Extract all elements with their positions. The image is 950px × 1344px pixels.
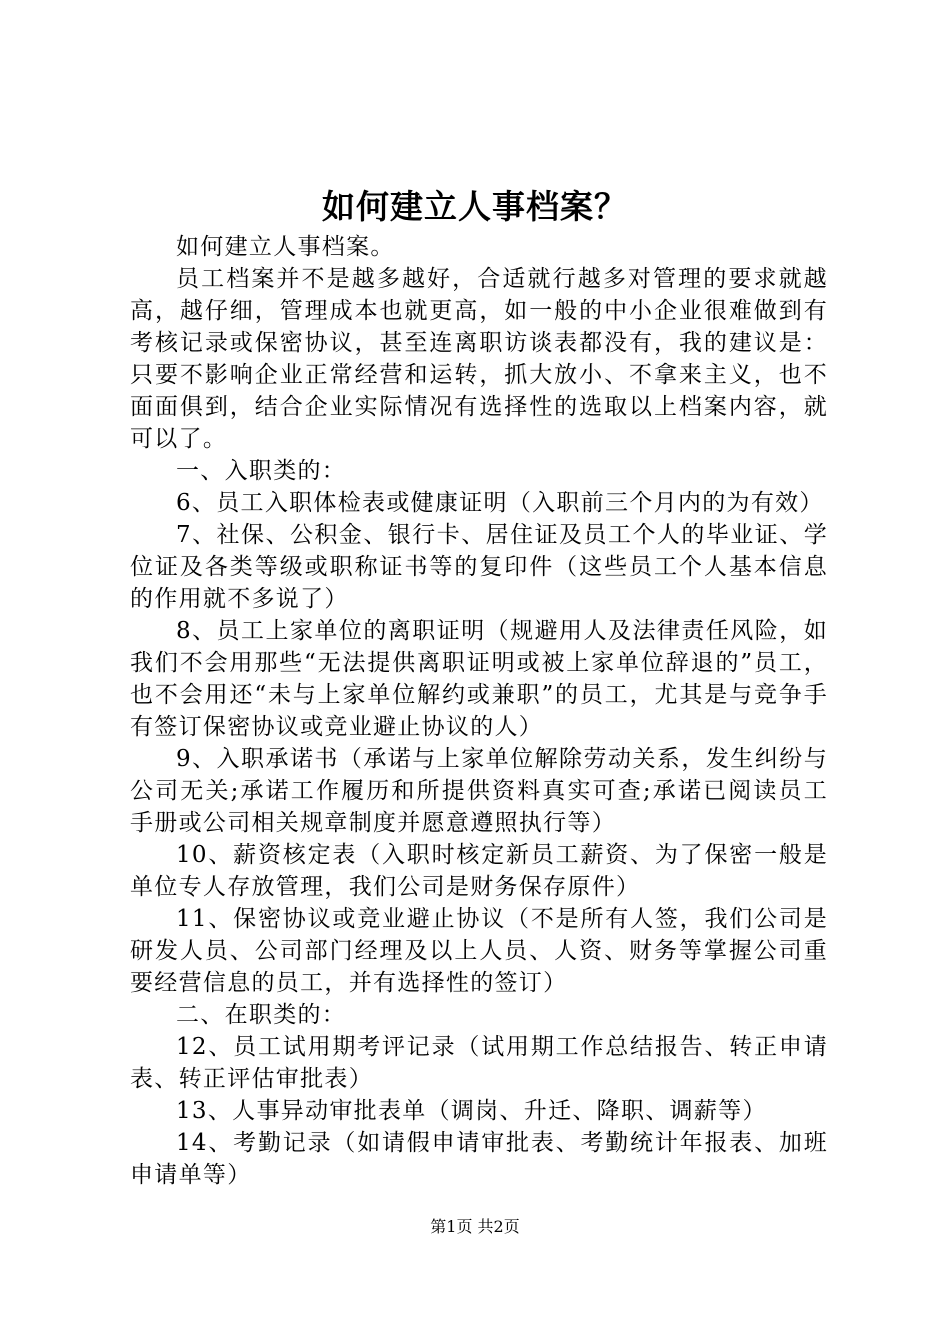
list-item-11: 11、保密协议或竞业避止协议（不是所有人签，我们公司是研发人员、公司部门经理及以上人员、人资、财务等掌握公司重要经营信息的员工，并有选择性的签订） — [130, 906, 828, 996]
list-item-7: 7、社保、公积金、银行卡、居住证及员工个人的毕业证、学位证及各类等级或职称证书等的复印件（这些员工个人基本信息的作用就不多说了） — [130, 522, 828, 612]
list-item-10: 10、薪资核定表（入职时核定新员工薪资、为了保密一般是单位专人存放管理，我们公司是财务保存原件） — [130, 842, 828, 900]
list-item-12: 12、员工试用期考评记录（试用期工作总结报告、转正申请表、转正评估审批表） — [130, 1034, 828, 1092]
paragraph-advice: 员工档案并不是越多越好，合适就行越多对管理的要求就越高，越仔细，管理成本也就更高，如一般的中小企业很难做到有考核记录或保密协议，甚至连离职访谈表都没有，我的建议是：只要不影响企业正常经营和运转，抓大放小、不拿来主义，也不面面俱到，结合企业实际情况有选择性的选取以上档案内容，就可以了。 — [130, 266, 828, 452]
paragraph-intro: 如何建立人事档案。 — [176, 234, 395, 260]
section-heading-onboarding: 一、入职类的： — [176, 458, 347, 484]
list-item-14: 14、考勤记录（如请假申请审批表、考勤统计年报表、加班申请单等） — [130, 1130, 828, 1188]
page-number-footer: 第1页 共2页 — [430, 1217, 520, 1236]
document-body — [130, 231, 828, 1191]
section-heading-employment: 二、在职类的： — [176, 1002, 347, 1028]
document-title: 如何建立人事档案？ — [322, 187, 628, 226]
list-item-8: 8、员工上家单位的离职证明（规避用人及法律责任风险，如我们不会用那些“无法提供离职证明或被上家单位辞退的”员工，也不会用还“未与上家单位解约或兼职”的员工，尤其是与竞争手有签订保密协议或竞业避止协议的人） — [130, 618, 828, 740]
list-item-13: 13、人事异动审批表单（调岗、升迁、降职、调薪等） — [176, 1098, 767, 1124]
list-item-6: 6、员工入职体检表或健康证明（入职前三个月内的为有效） — [176, 490, 824, 516]
list-item-9: 9、入职承诺书（承诺与上家单位解除劳动关系，发生纠纷与公司无关;承诺工作履历和所提供资料真实可查;承诺已阅读员工手册或公司相关规章制度并愿意遵照执行等） — [130, 746, 828, 836]
